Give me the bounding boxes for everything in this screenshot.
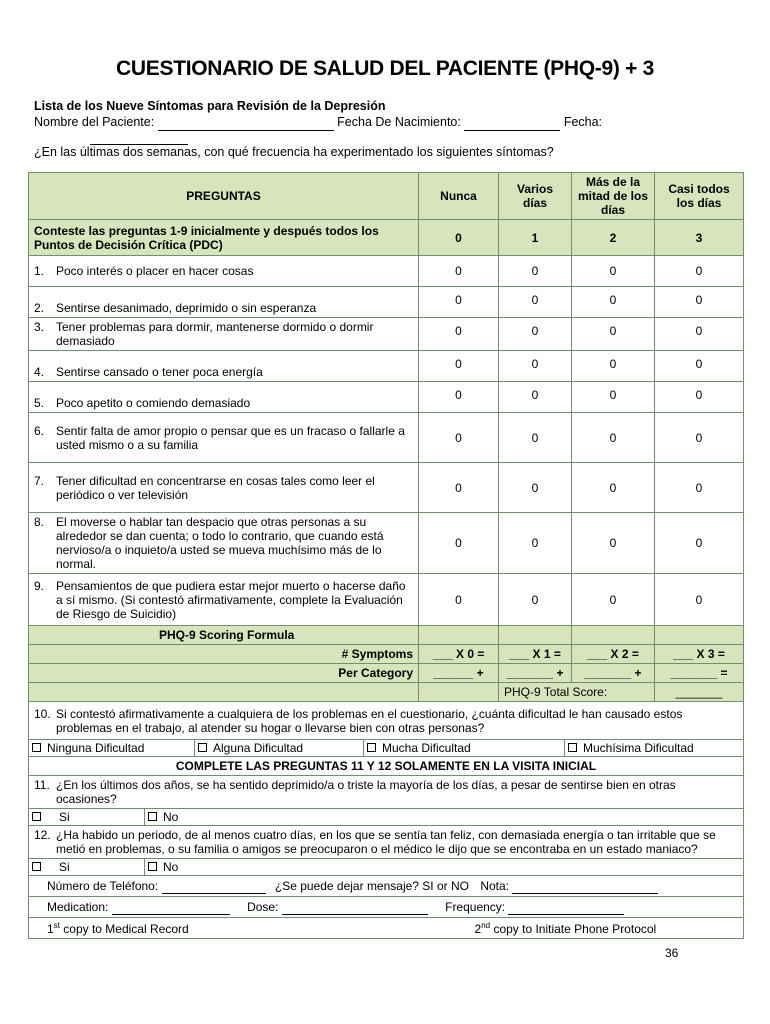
total-score-field[interactable]: _______ (655, 683, 744, 702)
question-row (29, 574, 744, 626)
checkbox[interactable] (32, 743, 41, 752)
question-text: Poco apetito o comiendo demasiado (56, 396, 251, 410)
col-questions: PREGUNTAS (29, 173, 419, 220)
q11-row (29, 776, 744, 809)
phone-row (29, 876, 744, 897)
question-text: Sentirse desanimado, deprimido o sin esperanza (56, 301, 317, 315)
question-text: El moverse o hablar tan despacio que otras personas a su alrededor se dan cuenta; o todo lo contrario, que cuando está nervioso/a o inquieto/a usted se mueva muchísimo más de lo normal. (56, 515, 384, 571)
dose-label: Dose: (247, 899, 279, 914)
question-number: 8. (34, 515, 45, 529)
answer-cell[interactable]: 0 (572, 382, 655, 413)
col-more-than-half: Más de la mitad de los días (572, 173, 655, 220)
q10-options-row (29, 740, 744, 757)
date-field-line (90, 128, 188, 145)
dose-field[interactable] (282, 900, 428, 915)
score-0: 0 (419, 220, 499, 256)
medication-label: Medication: (47, 899, 109, 914)
mult-3[interactable]: ___ X 3 = (655, 645, 744, 664)
answer-cell[interactable]: 0 (419, 513, 499, 574)
copies-row (29, 918, 744, 939)
date-label: Fecha: (563, 115, 603, 129)
checkbox[interactable] (32, 812, 41, 821)
checkbox[interactable] (148, 862, 157, 871)
answer-cell[interactable]: 0 (499, 413, 572, 463)
answer-cell[interactable]: 0 (655, 463, 744, 513)
answer-cell[interactable]: 0 (572, 574, 655, 626)
answer-cell[interactable]: 0 (655, 318, 744, 351)
subtitle: Lista de los Nueve Síntomas para Revisión de la Depresión (34, 99, 386, 113)
per-category-row (29, 664, 744, 683)
q12-no[interactable]: No (145, 859, 743, 875)
question-number: 7. (34, 473, 45, 488)
question-text: Poco interés o placer en hacer cosas (56, 264, 254, 278)
answer-cell[interactable]: 0 (499, 318, 572, 351)
section-title: COMPLETE LAS PREGUNTAS 11 Y 12 SOLAMENTE EN LA VISITA INICIAL (29, 757, 744, 776)
q10-row (29, 702, 744, 740)
mult-2[interactable]: ___ X 2 = (572, 645, 655, 664)
dob-field[interactable] (464, 114, 560, 131)
question-number: 2. (34, 301, 45, 315)
answer-cell[interactable]: 0 (419, 413, 499, 463)
question-row (29, 287, 744, 318)
option-muchisima[interactable]: Muchísima Dificultad (565, 740, 743, 756)
option-ninguna[interactable]: Ninguna Dificultad (29, 740, 195, 756)
answer-cell[interactable]: 0 (572, 351, 655, 382)
phq9-table (28, 172, 744, 939)
answer-cell[interactable]: 0 (419, 351, 499, 382)
question-text: Sentir falta de amor propio o pensar que es un fracaso o fallarle a usted mismo o a su familia (56, 423, 405, 452)
question-text: Tener dificultad en concentrarse en cosas tales como leer el periódico o ver televisión (56, 473, 375, 502)
scoring-title: PHQ-9 Scoring Formula (29, 626, 419, 645)
score-2: 2 (572, 220, 655, 256)
symptoms-row (29, 645, 744, 664)
mult-0[interactable]: ___ X 0 = (419, 645, 499, 664)
answer-cell[interactable]: 0 (499, 513, 572, 574)
checkbox[interactable] (32, 862, 41, 871)
question-number: 5. (34, 396, 45, 410)
sum-0[interactable]: ______ + (419, 664, 499, 683)
patient-name-label: Nombre del Paciente: (34, 115, 155, 129)
message-label: ¿Se puede dejar mensaje? SI or NO (274, 878, 469, 893)
q12-row (29, 826, 744, 859)
answer-cell[interactable]: 0 (419, 574, 499, 626)
q10-text: Si contestó afirmativamente a cualquiera de los problemas en el cuestionario, ¿cuánta dificultad le han causado estos problemas en el trabajo, al atender su hogar o llevarse bien con otras personas? (56, 706, 683, 735)
answer-cell[interactable]: 0 (419, 287, 499, 318)
question-row (29, 318, 744, 351)
checkbox[interactable] (367, 743, 376, 752)
question-number: 4. (34, 365, 45, 379)
question-row (29, 351, 744, 382)
score-3: 3 (655, 220, 744, 256)
question-row (29, 463, 744, 513)
q12-text: ¿Ha habido un periodo, de al menos cuatro días, en los que se sentía tan feliz, con demasiada energía o tan irritable que se metió en problemas, o su familia o amigos se preocuparon o el médico le dijo que se encontraba en un estado maniaco? (56, 828, 716, 856)
table-header-row (29, 173, 744, 220)
date-field[interactable] (90, 128, 188, 145)
page-title: CUESTIONARIO DE SALUD DEL PACIENTE (PHQ-9) + 3 (116, 57, 654, 80)
answer-cell[interactable]: 0 (419, 382, 499, 413)
answer-cell[interactable]: 0 (419, 463, 499, 513)
answer-cell[interactable]: 0 (655, 351, 744, 382)
q12-yes[interactable]: Si (29, 859, 145, 875)
answer-cell[interactable]: 0 (499, 256, 572, 287)
answer-cell[interactable]: 0 (499, 287, 572, 318)
question-number: 12. (34, 828, 51, 842)
dob-label: Fecha De Nacimiento: (337, 115, 461, 129)
q12-options-row (29, 859, 744, 876)
question-number: 10. (34, 706, 51, 721)
section-row (29, 757, 744, 776)
question-number: 1. (34, 264, 45, 278)
per-category-label: Per Category (29, 664, 419, 683)
phone-field[interactable] (162, 879, 266, 894)
question-row (29, 413, 744, 463)
score-1: 1 (499, 220, 572, 256)
symptoms-label: # Symptoms (29, 645, 419, 664)
instructions-row (29, 220, 744, 256)
copy-2: 2nd copy to Initiate Phone Protocol (474, 920, 657, 936)
q11-options-row (29, 809, 744, 826)
total-score-row (29, 683, 744, 702)
checkbox[interactable] (568, 743, 577, 752)
q11-text: ¿En los últimos dos años, se ha sentido deprimido/a o triste la mayoría de los días, a pesar de sentirse bien en otras ocasiones? (56, 778, 676, 806)
answer-cell[interactable]: 0 (655, 256, 744, 287)
answer-cell[interactable]: 0 (655, 574, 744, 626)
frequency-field[interactable] (508, 900, 624, 915)
answer-cell[interactable]: 0 (572, 287, 655, 318)
q11-no[interactable]: No (145, 809, 743, 825)
mult-1[interactable]: ___ X 1 = (499, 645, 572, 664)
question-number: 11. (34, 778, 50, 792)
answer-cell[interactable]: 0 (572, 318, 655, 351)
answer-cell[interactable]: 0 (572, 463, 655, 513)
col-several-days: Varios días (499, 173, 572, 220)
question-number: 9. (34, 578, 45, 593)
question-number: 3. (34, 320, 45, 334)
instructions: Conteste las preguntas 1-9 inicialmente y después todos los Puntos de Decisión Crítica (PDC) (29, 220, 419, 256)
sum-2[interactable]: _______ + (572, 664, 655, 683)
scoring-title-row (29, 626, 744, 645)
note-field[interactable] (512, 879, 658, 894)
note-label: Nota: (480, 878, 510, 893)
medication-row (29, 897, 744, 918)
answer-cell[interactable]: 0 (419, 318, 499, 351)
answer-cell[interactable]: 0 (572, 413, 655, 463)
checkbox[interactable] (198, 743, 207, 752)
question-text: Tener problemas para dormir, mantenerse dormido o dormir demasiado (56, 320, 374, 348)
answer-cell[interactable]: 0 (572, 513, 655, 574)
answer-cell[interactable]: 0 (419, 256, 499, 287)
option-mucha[interactable]: Mucha Dificultad (364, 740, 565, 756)
sum-3[interactable]: _______ = (655, 664, 744, 683)
copy-1: 1st copy to Medical Record (47, 920, 189, 936)
answer-cell[interactable]: 0 (655, 287, 744, 318)
answer-cell[interactable]: 0 (655, 513, 744, 574)
sum-1[interactable]: _______ + (499, 664, 572, 683)
answer-cell[interactable]: 0 (655, 382, 744, 413)
question-number: 6. (34, 423, 45, 438)
answer-cell[interactable]: 0 (499, 463, 572, 513)
answer-cell[interactable]: 0 (499, 351, 572, 382)
question-intro: ¿En las últimas dos semanas, con qué frecuencia ha experimentado los siguientes síntomas? (34, 145, 554, 159)
total-score-label: PHQ-9 Total Score: (499, 683, 655, 702)
frequency-label: Frequency: (445, 899, 506, 914)
medication-field[interactable] (112, 900, 230, 915)
phone-label: Número de Teléfono: (47, 878, 159, 893)
question-text: Pensamientos de que pudiera estar mejor muerto o hacerse daño a sí mismo. (Si contestó afirmativamente, complete la Evaluación de Riesgo de Suicidio) (56, 578, 406, 621)
question-text: Sentirse cansado o tener poca energía (56, 365, 263, 379)
page-number: 36 (665, 946, 679, 960)
answer-cell[interactable]: 0 (572, 256, 655, 287)
col-never: Nunca (419, 173, 499, 220)
answer-cell[interactable]: 0 (499, 382, 572, 413)
checkbox[interactable] (148, 812, 157, 821)
question-row (29, 256, 744, 287)
col-nearly-every-day: Casi todos los días (655, 173, 744, 220)
answer-cell[interactable]: 0 (499, 574, 572, 626)
question-row (29, 513, 744, 574)
answer-cell[interactable]: 0 (655, 413, 744, 463)
question-row (29, 382, 744, 413)
q11-yes[interactable]: Si (29, 809, 145, 825)
option-alguna[interactable]: Alguna Dificultad (195, 740, 364, 756)
